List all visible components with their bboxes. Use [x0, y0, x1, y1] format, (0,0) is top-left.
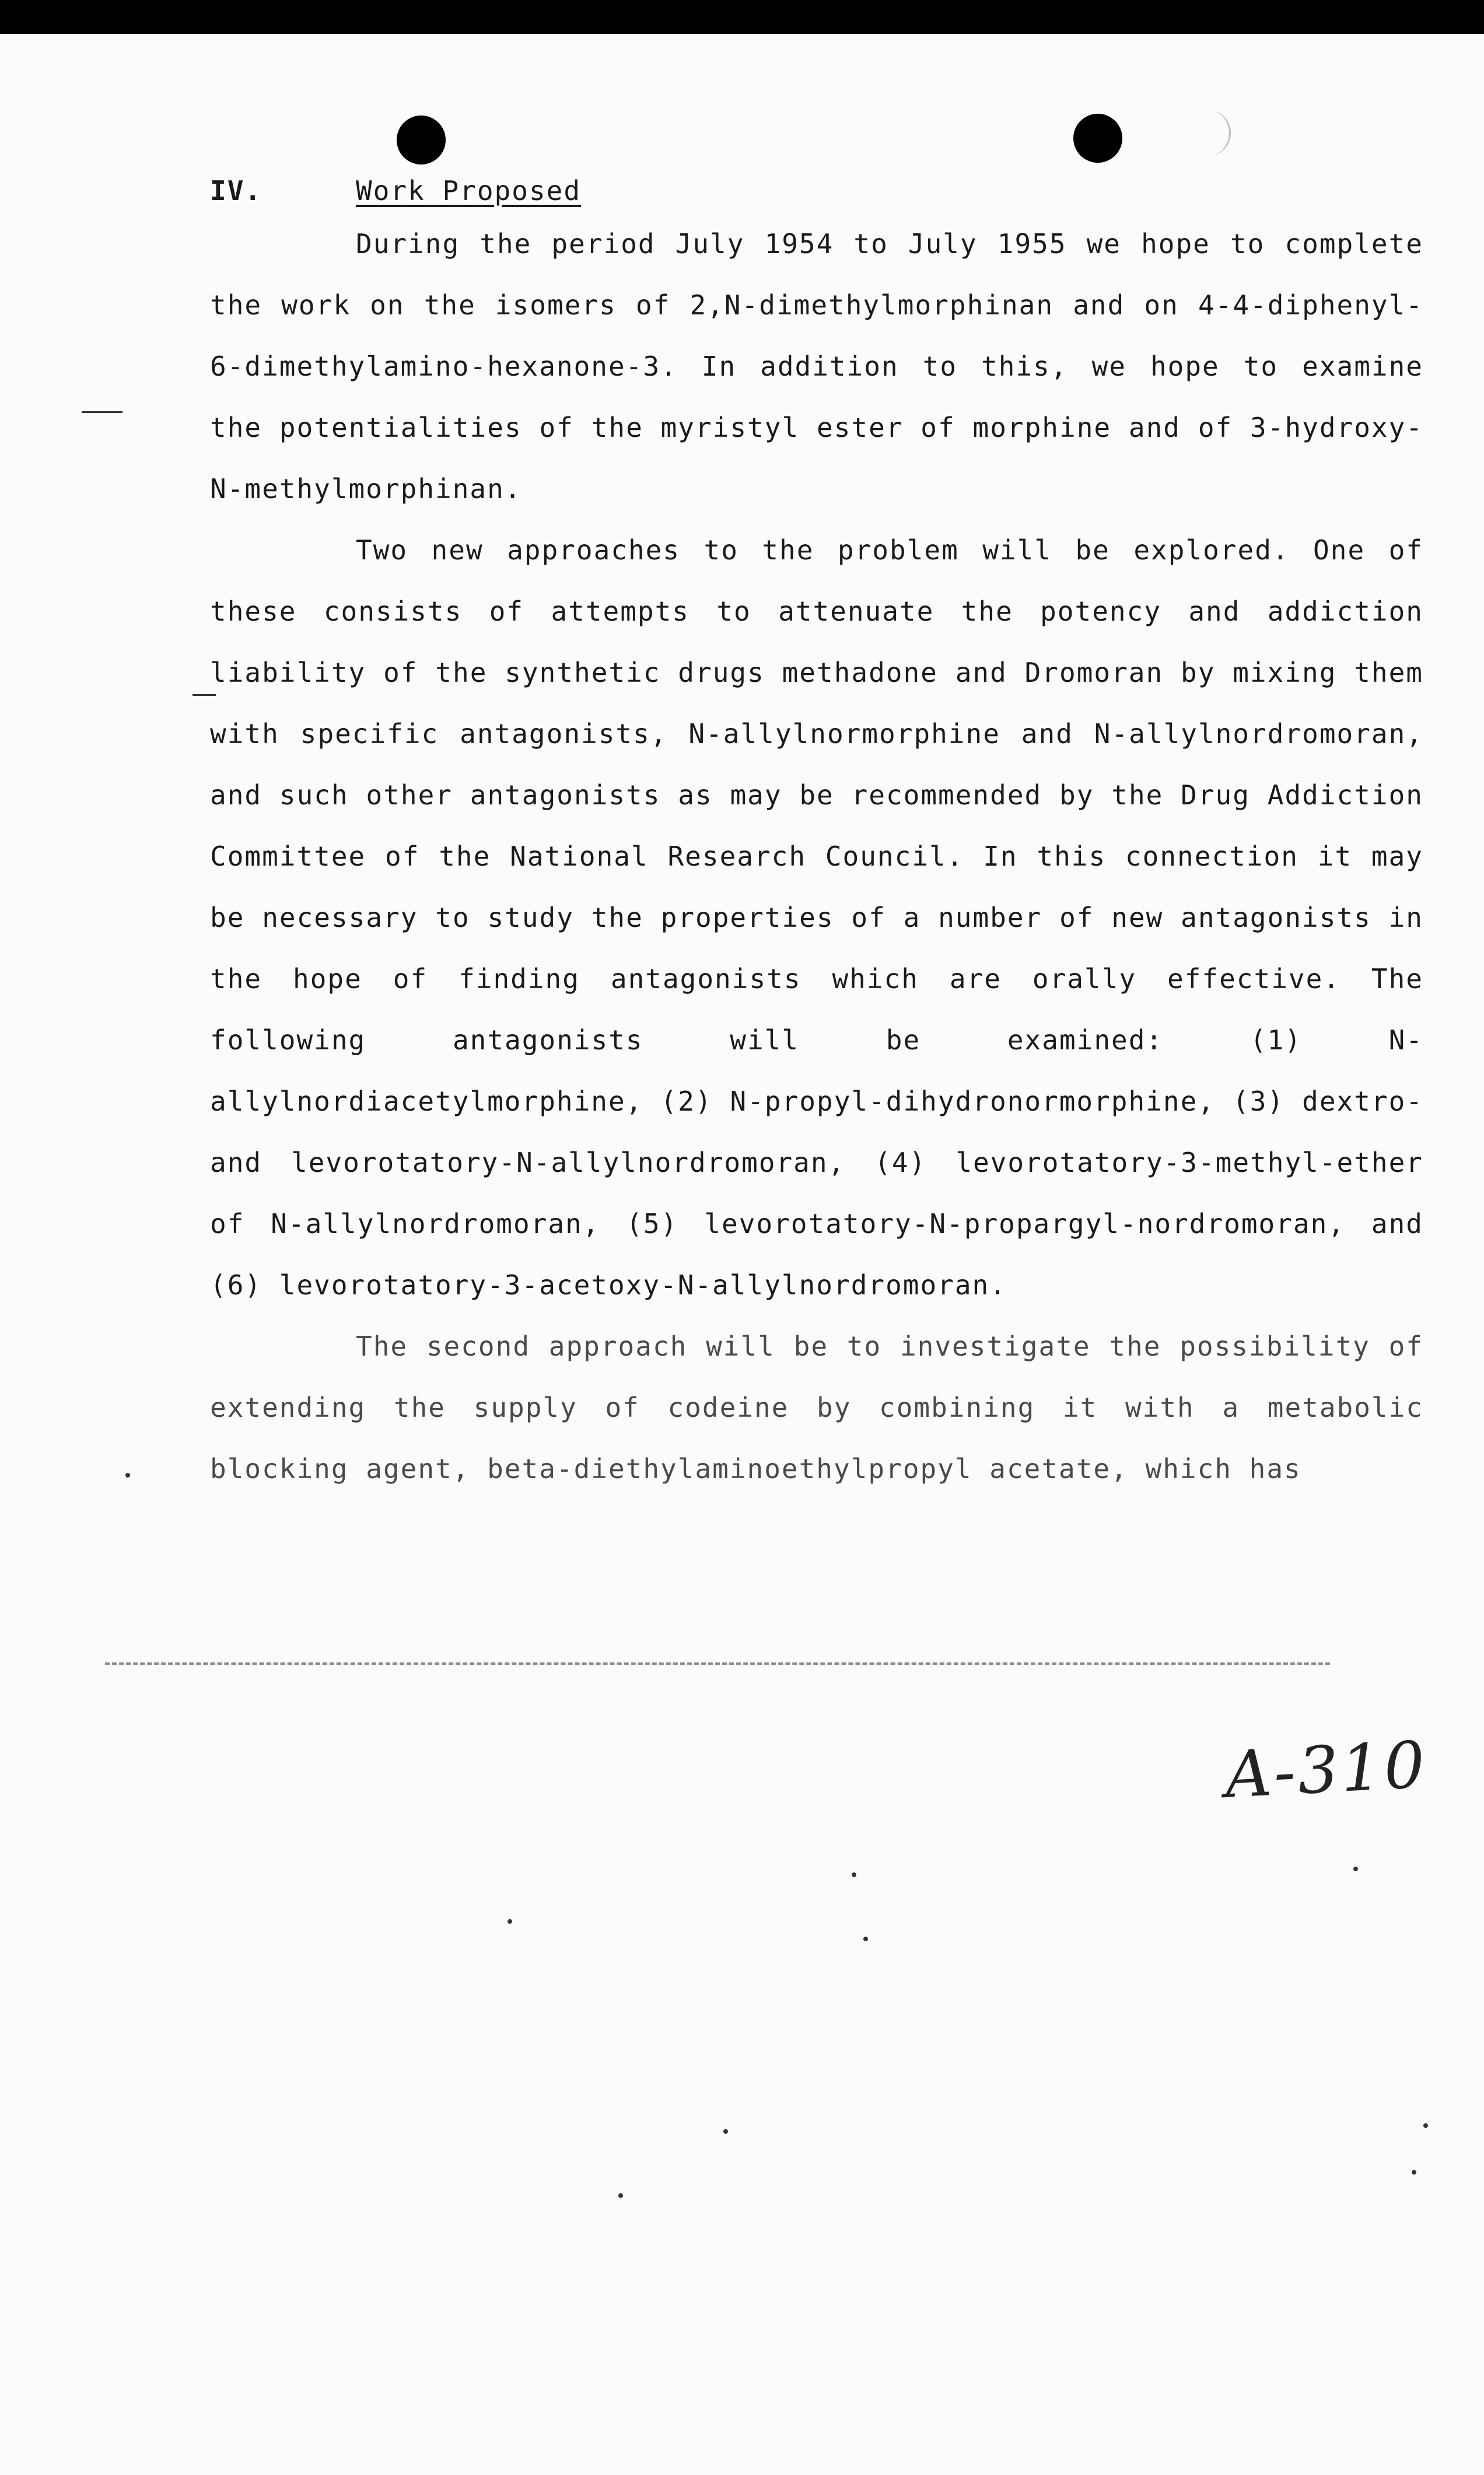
- scan-speck: [1423, 2123, 1428, 2128]
- scan-speck: [1412, 2170, 1416, 2175]
- handwritten-page-code: A-310: [1223, 1727, 1429, 1812]
- scan-speck: [508, 1919, 512, 1924]
- scan-speck: [1353, 1867, 1358, 1871]
- document-body: [210, 175, 1423, 1500]
- section-number: IV.: [210, 175, 262, 206]
- scan-speck: [852, 1872, 856, 1877]
- scan-speck: [863, 1937, 868, 1941]
- section-heading: [210, 175, 1423, 206]
- section-title: Work Proposed: [356, 175, 582, 206]
- punch-hole-right: [1073, 114, 1122, 163]
- margin-tick: [192, 694, 216, 696]
- punch-hole-shadow: [1184, 110, 1231, 156]
- paragraph-second-approach: The second approach will be to investigate the possibility of extending the supply of codeine by combining it with a metabolic blocking agent, beta-diethylaminoethylpropyl acetate, which has: [210, 1331, 1423, 1485]
- scan-top-border: [0, 0, 1484, 34]
- page-divider: [105, 1662, 1330, 1665]
- margin-tick: [82, 411, 123, 413]
- scan-speck: [125, 1473, 130, 1478]
- scan-speck: [618, 2193, 623, 2198]
- paragraph-work-period: During the period July 1954 to July 1955 we hope to complete the work on the isomers of 2,N-dimethylmorphinan and on 4-4-diphenyl-6-dimethylamino-hexanone-3. In addition to this, we hope to examine the potentialities of the myristyl ester of morphine and of 3-hydroxy-N-methylmorphinan.: [210, 228, 1423, 505]
- paragraph-new-approaches: Two new approaches to the problem will be explored. One of these consists of attempts to attenuate the potency and addiction liability of the synthetic drugs methadone and Dromoran by mixing them with specific antagonists, N-allylnormorphine and N-allylnordromoran, and such other antagonists as may be recommended by the Drug Addiction Committee of the National Research Council. In this connection it may be necessary to study the properties of a number of new antagonists in the hope of finding antagonists which are orally effective. The following antagonists will be examined: (1) N-allylnordiacetylmorphine, (2) N-propyl-dihydronormorphine, (3) dextro- and levorotatory-N-allylnordromoran, (4) levorotatory-3-methyl-ether of N-allylnordromoran, (5) levorotatory-N-propargyl-nordromoran, and (6) levorotatory-3-acetoxy-N-allylnordromoran.: [210, 534, 1423, 1301]
- scan-speck: [723, 2129, 728, 2134]
- punch-hole-left: [397, 115, 446, 164]
